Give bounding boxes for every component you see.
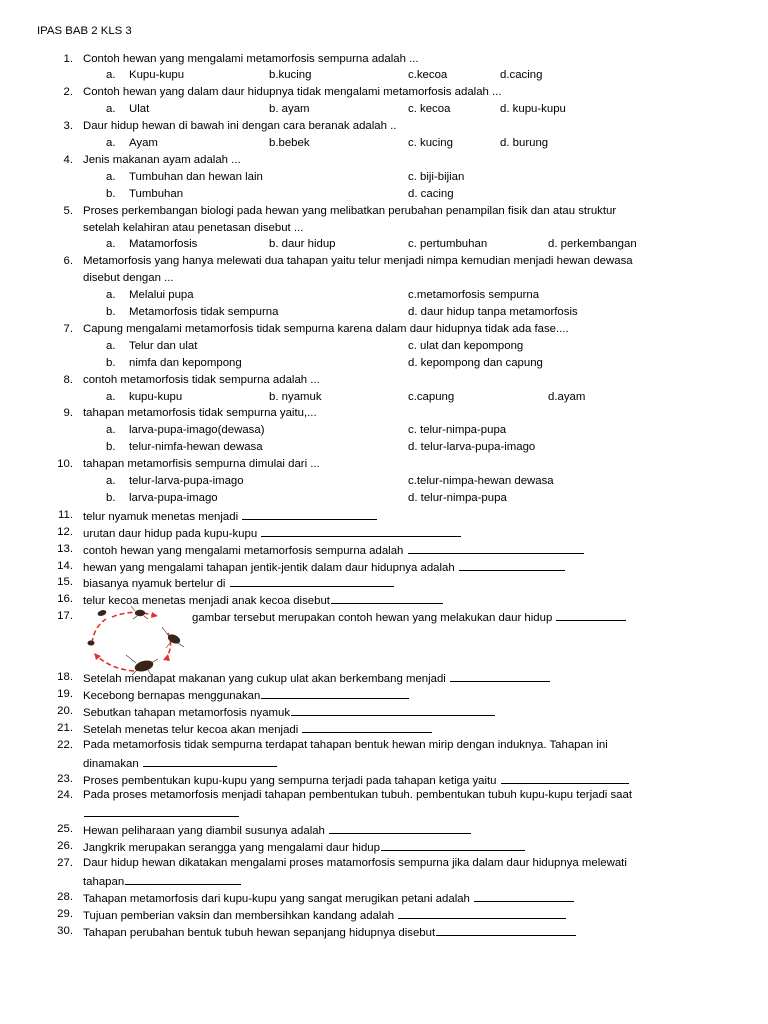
answer-option[interactable]: Tumbuhan xyxy=(129,187,184,200)
question-number: 17. xyxy=(57,610,73,623)
answer-option[interactable]: c. ulat dan kepompong xyxy=(408,339,524,352)
question-text-content: Hewan peliharaan yang diambil susunya adalah xyxy=(83,825,329,838)
question-text-content: telur nyamuk menetas menjadi xyxy=(83,510,242,523)
answer-blank[interactable] xyxy=(261,686,409,699)
option-letter: a. xyxy=(106,103,116,116)
question-number: 28. xyxy=(57,890,73,903)
question-2-options xyxy=(0,101,768,118)
question-number: 3. xyxy=(63,120,73,133)
answer-option[interactable]: Melalui pupa xyxy=(129,289,194,302)
question-number: 9. xyxy=(63,407,73,420)
answer-option[interactable]: Telur dan ulat xyxy=(129,339,198,352)
question-number: 21. xyxy=(57,721,73,734)
answer-option[interactable]: telur-larva-pupa-imago xyxy=(129,475,244,487)
answer-blank[interactable] xyxy=(474,889,574,902)
answer-blank[interactable] xyxy=(398,906,566,919)
option-letter: b. xyxy=(106,491,116,504)
option-letter: a. xyxy=(106,339,116,352)
answer-option[interactable]: Metamorfosis tidak sempurna xyxy=(129,306,279,318)
question-number: 5. xyxy=(63,204,73,217)
option-letter: a. xyxy=(106,390,116,403)
answer-option[interactable]: d.cacing xyxy=(500,69,543,82)
answer-option[interactable]: b. daur hidup xyxy=(269,238,336,251)
option-letter: a. xyxy=(106,170,116,183)
answer-option[interactable]: c. kecoa xyxy=(408,103,451,116)
question-number: 24. xyxy=(57,789,73,802)
question-text xyxy=(83,203,723,220)
question-text xyxy=(83,118,723,135)
question-text-content: contoh hewan yang mengalami metamorfosis sempurna adalah xyxy=(83,544,407,557)
question-text-content: Tahapan metamorfosis dari kupu-kupu yang sangat merugikan petani adalah xyxy=(83,892,474,905)
question-number: 25. xyxy=(57,823,73,836)
option-letter: a. xyxy=(106,238,116,251)
question-number: 18. xyxy=(57,671,73,684)
question-number: 16. xyxy=(57,593,73,606)
question-number: 19. xyxy=(57,688,73,700)
answer-option[interactable]: d. kepompong dan capung xyxy=(408,356,543,369)
answer-option[interactable]: Matamorfosis xyxy=(129,238,198,251)
answer-option[interactable]: Ayam xyxy=(129,137,158,149)
question-text xyxy=(83,152,723,169)
answer-option[interactable]: Kupu-kupu xyxy=(129,69,185,82)
answer-option[interactable]: Ulat xyxy=(129,103,150,116)
option-letter: b. xyxy=(106,187,116,200)
answer-option[interactable]: kupu-kupu xyxy=(129,390,183,403)
question-4-options xyxy=(0,169,768,186)
cockroach-life-cycle-icon xyxy=(82,605,190,679)
question-number: 1. xyxy=(63,52,73,65)
question-text-content: Jangkrik merupakan serangga yang mengalami daur hidup xyxy=(83,842,380,855)
answer-blank[interactable] xyxy=(302,720,432,733)
answer-blank[interactable] xyxy=(450,669,550,682)
question-text-content: Setelah mendapat makanan yang cukup ulat akan berkembang menjadi xyxy=(83,673,450,686)
question-9-options xyxy=(0,439,768,456)
question-text xyxy=(83,270,723,287)
option-letter: b. xyxy=(106,441,116,454)
option-letter: a. xyxy=(106,424,116,437)
question-text-content: setelah kelahiran atau penetasan disebut ... xyxy=(83,221,304,234)
answer-blank[interactable] xyxy=(408,541,584,554)
answer-blank[interactable] xyxy=(84,804,239,817)
answer-option[interactable]: b.kucing xyxy=(269,69,312,82)
question-text-content: biasanya nyamuk bertelur di xyxy=(83,578,229,591)
worksheet-title: IPAS BAB 2 KLS 3 xyxy=(37,25,132,37)
answer-option[interactable]: b.bebek xyxy=(269,137,310,149)
option-letter: a. xyxy=(106,289,116,302)
question-text-content: Pada metamorfosis tidak sempurna terdapat tahapan bentuk hewan mirip dengan induknya. Tahapan ini xyxy=(83,738,608,751)
answer-blank[interactable] xyxy=(556,608,626,621)
answer-option[interactable]: c.metamorfosis sempurna xyxy=(408,289,540,302)
question-text-content: Contoh hewan yang dalam daur hidupnya tidak mengalami metamorfosis adalah ... xyxy=(83,86,502,99)
question-text-content: Daur hidup hewan di bawah ini dengan cara beranak adalah .. xyxy=(83,120,397,133)
question-number: 13. xyxy=(57,542,73,555)
answer-option[interactable]: b. nyamuk xyxy=(269,390,322,403)
answer-blank[interactable] xyxy=(125,872,241,885)
answer-option[interactable]: d. daur hidup tanpa metamorfosis xyxy=(408,306,578,318)
question-text-content: tahapan xyxy=(83,875,125,888)
question-text xyxy=(83,321,723,338)
answer-blank[interactable] xyxy=(329,821,471,834)
question-number: 26. xyxy=(57,840,73,853)
question-number: 27. xyxy=(57,857,73,869)
question-text-content: Proses pembentukan kupu-kupu yang sempurna terjadi pada tahapan ketiga yaitu xyxy=(83,774,500,787)
question-text-content: tahapan metamorfosis tidak sempurna yaitu,... xyxy=(83,407,317,420)
answer-option[interactable]: d. kupu-kupu xyxy=(500,103,566,116)
question-text xyxy=(83,405,723,422)
question-text-content: Tujuan pemberian vaksin dan membersihkan kandang adalah xyxy=(83,909,398,922)
question-text xyxy=(83,456,723,473)
question-10-options xyxy=(0,473,768,490)
question-number: 11. xyxy=(58,508,73,521)
question-text xyxy=(83,51,723,68)
option-letter: a. xyxy=(106,137,116,149)
question-text xyxy=(83,253,723,270)
question-text-content: dinamakan xyxy=(83,757,142,770)
question-text-content: Setelah menetas telur kecoa akan menjadi xyxy=(83,723,302,736)
answer-option[interactable]: c. pertumbuhan xyxy=(408,238,488,251)
question-text xyxy=(83,787,723,804)
answer-option[interactable]: d. telur-nimpa-pupa xyxy=(408,491,507,504)
answer-option[interactable]: c.capung xyxy=(408,390,455,403)
question-text-content: Contoh hewan yang mengalami metamorfosis sempurna adalah ... xyxy=(83,52,419,65)
answer-option[interactable]: c.kecoa xyxy=(408,69,448,82)
answer-blank[interactable] xyxy=(242,507,377,520)
question-text xyxy=(83,855,723,872)
question-text-content: urutan daur hidup pada kupu-kupu xyxy=(83,527,261,540)
question-3-options xyxy=(0,135,768,152)
question-number: 29. xyxy=(57,907,73,920)
answer-option[interactable]: c.telur-nimpa-hewan dewasa xyxy=(408,475,554,487)
answer-blank[interactable] xyxy=(291,703,495,716)
question-number: 10. xyxy=(57,458,73,471)
question-text-content: Capung mengalami metamorfosis tidak sempurna karena dalam daur hidupnya tidak ada fase.... xyxy=(83,322,569,335)
answer-option[interactable]: larva-pupa-imago(dewasa) xyxy=(129,424,265,437)
question-7-options xyxy=(0,338,768,355)
question-text xyxy=(192,608,768,627)
question-text-content: Jenis makanan ayam adalah ... xyxy=(83,153,241,166)
option-letter: a. xyxy=(106,475,116,487)
question-number: 30. xyxy=(57,924,73,937)
option-letter: b. xyxy=(106,356,116,369)
question-number: 14. xyxy=(57,559,73,572)
question-number: 2. xyxy=(63,86,73,99)
question-text-content: contoh metamorfosis tidak sempurna adalah ... xyxy=(83,373,320,386)
answer-blank[interactable] xyxy=(230,574,394,587)
question-text xyxy=(83,84,723,101)
answer-blank[interactable] xyxy=(261,524,461,537)
question-8-options xyxy=(0,389,768,406)
answer-blank[interactable] xyxy=(501,771,629,784)
question-7-options xyxy=(0,355,768,372)
option-letter: b. xyxy=(106,306,116,318)
question-text xyxy=(83,923,723,942)
question-5-options xyxy=(0,236,768,253)
question-text xyxy=(83,220,723,237)
answer-option[interactable]: d. perkembangan xyxy=(548,238,637,251)
answer-option[interactable]: d. cacing xyxy=(408,187,454,200)
answer-blank[interactable] xyxy=(381,838,525,851)
question-text-content: Pada proses metamorfosis menjadi tahapan pembentukan tubuh. pembentukan tubuh kupu-kupu terjadi saat xyxy=(83,789,633,802)
question-text-content: hewan yang mengalami tahapan jentik-jentik dalam daur hidupnya adalah xyxy=(83,561,458,574)
question-6-options xyxy=(0,304,768,321)
question-text-content: tahapan metamorfisis sempurna dimulai dari ... xyxy=(83,458,320,471)
answer-option[interactable]: d. telur-larva-pupa-imago xyxy=(408,441,536,454)
question-number: 20. xyxy=(57,704,73,717)
question-text-content: Sebutkan tahapan metamorfosis nyamuk xyxy=(83,706,291,719)
question-text-content: Metamorfosis yang hanya melewati dua tahapan yaitu telur menjadi nimpa kemudian menjadi hewan dewasa xyxy=(83,255,633,268)
question-text-content: Daur hidup hewan dikatakan mengalami proses matamorfosis sempurna jika dalam daur hidupnya melewati xyxy=(83,857,627,869)
answer-blank[interactable] xyxy=(143,754,277,767)
question-number: 4. xyxy=(63,153,73,166)
question-text-content: telur kecoa menetas menjadi anak kecoa disebut xyxy=(83,595,330,608)
question-number: 12. xyxy=(57,525,73,538)
question-number: 15. xyxy=(57,576,73,589)
answer-option[interactable]: d. burung xyxy=(500,137,549,149)
question-text-content: Kecebong bernapas menggunakan xyxy=(83,690,261,702)
answer-option[interactable]: c. biji-bijian xyxy=(408,170,465,183)
question-text xyxy=(83,372,723,389)
question-text xyxy=(83,737,723,754)
question-number: 6. xyxy=(63,255,73,268)
question-9-options xyxy=(0,422,768,439)
question-number: 8. xyxy=(63,373,73,386)
question-4-options xyxy=(0,186,768,203)
answer-option[interactable]: c. telur-nimpa-pupa xyxy=(408,424,507,437)
answer-option[interactable]: c. kucing xyxy=(408,137,453,149)
question-10-options xyxy=(0,490,768,507)
question-number: 22. xyxy=(57,738,73,751)
question-6-options xyxy=(0,287,768,304)
answer-option[interactable]: Tumbuhan dan hewan lain xyxy=(129,170,263,183)
question-number: 23. xyxy=(57,772,73,785)
question-1-options xyxy=(0,67,768,84)
answer-blank[interactable] xyxy=(331,591,443,604)
answer-option[interactable]: telur-nimfa-hewan dewasa xyxy=(129,441,263,454)
answer-option[interactable]: d.ayam xyxy=(548,390,586,403)
answer-option[interactable]: b. ayam xyxy=(269,103,310,116)
option-letter: a. xyxy=(106,69,116,82)
answer-blank[interactable] xyxy=(436,923,576,936)
answer-option[interactable]: larva-pupa-imago xyxy=(129,491,218,504)
question-number: 7. xyxy=(63,322,73,335)
answer-option[interactable]: nimfa dan kepompong xyxy=(129,356,242,369)
question-text-content: Tahapan perubahan bentuk tubuh hewan sepanjang hidupnya disebut xyxy=(83,926,436,939)
answer-blank[interactable] xyxy=(459,558,565,571)
question-text-content: Proses perkembangan biologi pada hewan yang melibatkan perubahan penampilan fisik dan atau struktur xyxy=(83,204,617,217)
question-text-content: disebut dengan ... xyxy=(83,272,174,285)
question-text-content: gambar tersebut merupakan contoh hewan yang melakukan daur hidup xyxy=(192,612,556,625)
